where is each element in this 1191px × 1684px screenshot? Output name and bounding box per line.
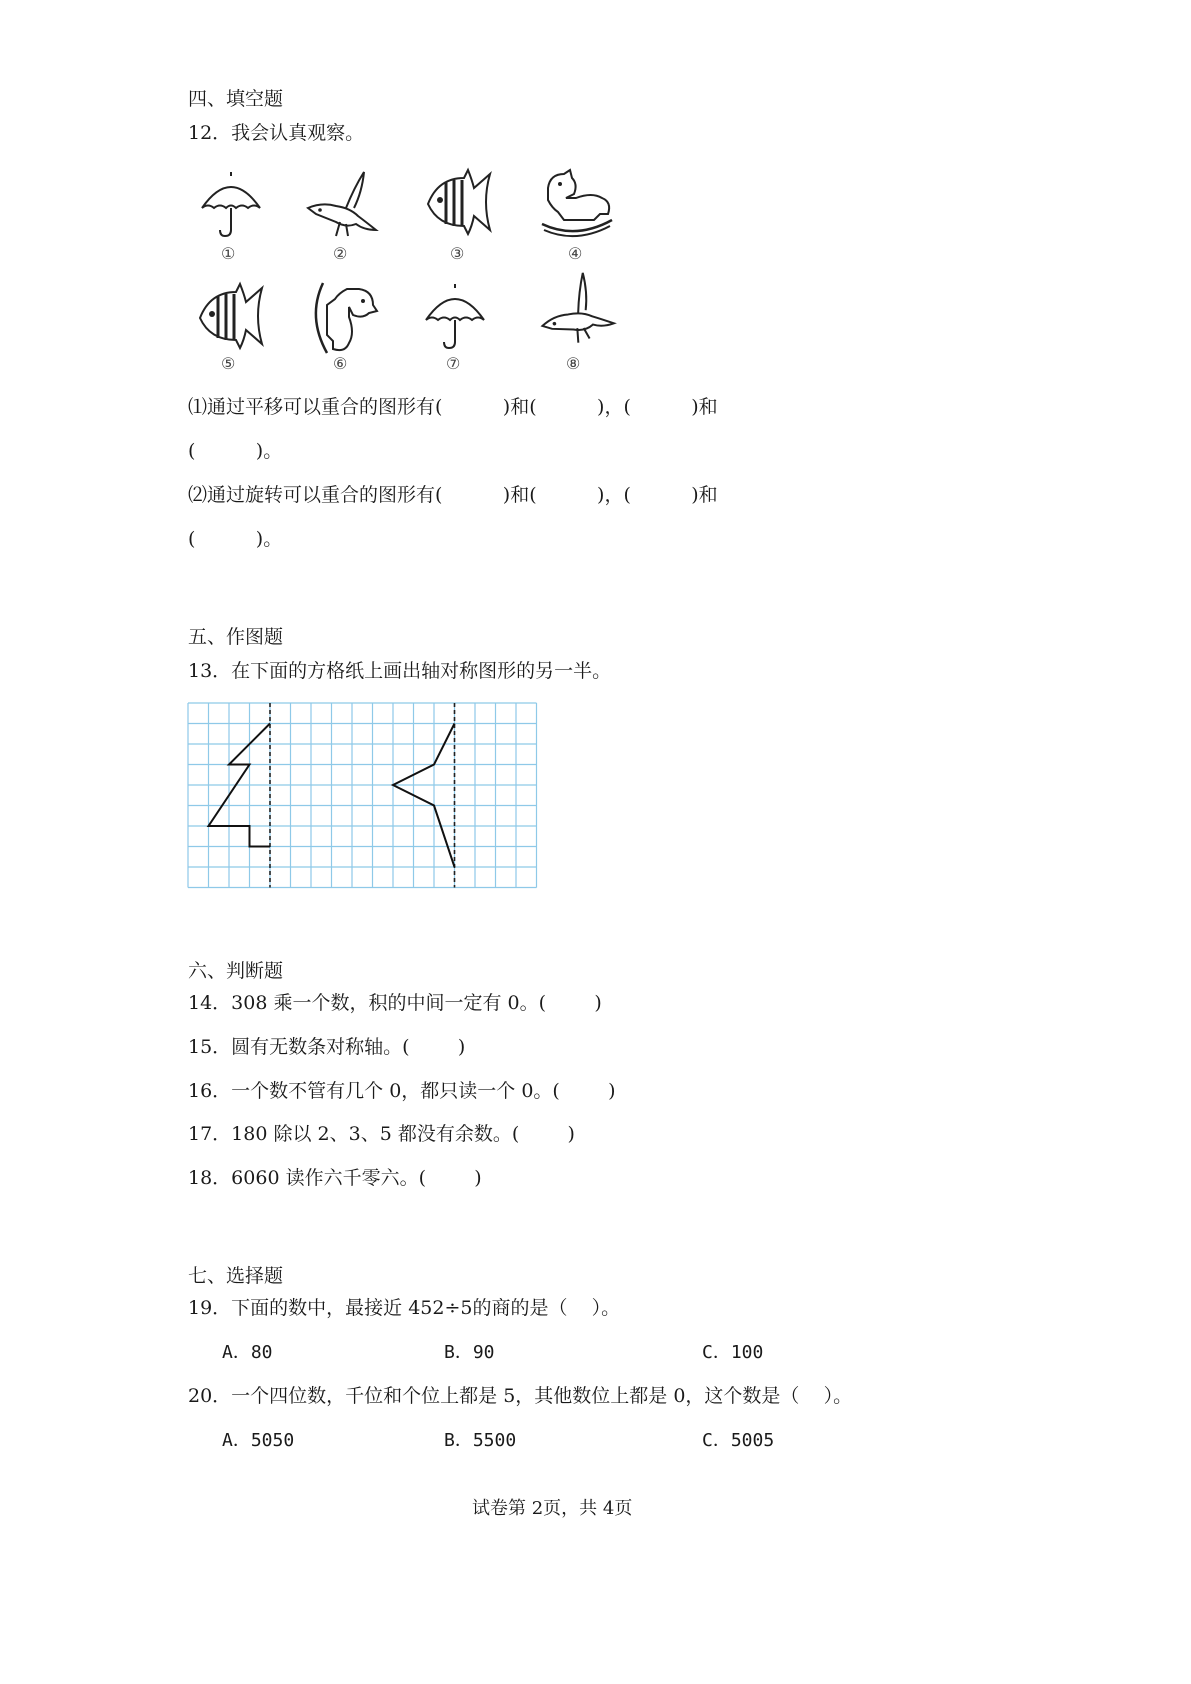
figure-label-4: ④ <box>568 244 583 263</box>
q12-sub2-line2: ( )。 <box>188 528 283 550</box>
q19-option-b[interactable]: B．90 <box>444 1342 495 1363</box>
page-footer: 试卷第 2页，共 4页 <box>472 1498 633 1519</box>
right-half-figure <box>393 724 455 868</box>
q19-option-c[interactable]: C．100 <box>702 1342 764 1363</box>
q12-sub1-line1: ⑴通过平移可以重合的图形有( )和( )，( )和 <box>188 396 718 418</box>
rocking-horse-icon <box>306 280 378 359</box>
section-title-drawing: 五、作图题 <box>188 626 284 648</box>
question-16: 16．一个数不管有几个 0，都只读一个 0。( ) <box>188 1080 616 1102</box>
question-19-stem: 19．下面的数中，最接近 452÷5的商的是（ ）。 <box>188 1297 621 1319</box>
question-14: 14．308 乘一个数，积的中间一定有 0。( ) <box>188 992 602 1014</box>
grid-paper <box>188 703 540 896</box>
section-title-fill-blank: 四、填空题 <box>188 88 284 110</box>
q12-sub2-line1: ⑵通过旋转可以重合的图形有( )和( )，( )和 <box>188 484 718 506</box>
q20-option-a[interactable]: A．5050 <box>222 1430 295 1451</box>
q20-option-c[interactable]: C．5005 <box>702 1430 775 1451</box>
bird-icon <box>306 170 378 245</box>
figure-label-7: ⑦ <box>446 354 461 373</box>
figure-label-3: ③ <box>450 244 465 263</box>
question-13-stem: 13．在下面的方格纸上画出轴对称图形的另一半。 <box>188 660 612 682</box>
rocking-horse-icon <box>540 168 614 245</box>
question-20-stem: 20．一个四位数，千位和个位上都是 5，其他数位上都是 0，这个数是（ ）。 <box>188 1385 853 1407</box>
fish-icon <box>424 168 496 243</box>
fish-icon <box>196 282 268 357</box>
question-18: 18．6060 读作六千零六。( ) <box>188 1167 482 1189</box>
q19-option-a[interactable]: A．80 <box>222 1342 273 1363</box>
umbrella-icon <box>420 282 490 357</box>
question-15: 15．圆有无数条对称轴。( ) <box>188 1036 466 1058</box>
figure-label-6: ⑥ <box>333 354 348 373</box>
question-17: 17．180 除以 2、3、5 都没有余数。( ) <box>188 1123 575 1145</box>
figure-label-2: ② <box>333 244 348 263</box>
bird-icon <box>538 276 612 355</box>
section-title-multiple-choice: 七、选择题 <box>188 1265 284 1287</box>
figure-label-8: ⑧ <box>566 354 581 373</box>
question-12-stem: 12．我会认真观察。 <box>188 122 365 144</box>
umbrella-icon <box>196 170 266 245</box>
q12-sub1-line2: ( )。 <box>188 440 283 462</box>
section-title-true-false: 六、判断题 <box>188 960 284 982</box>
figure-label-5: ⑤ <box>221 354 236 373</box>
q20-option-b[interactable]: B．5500 <box>444 1430 517 1451</box>
figure-label-1: ① <box>221 244 236 263</box>
